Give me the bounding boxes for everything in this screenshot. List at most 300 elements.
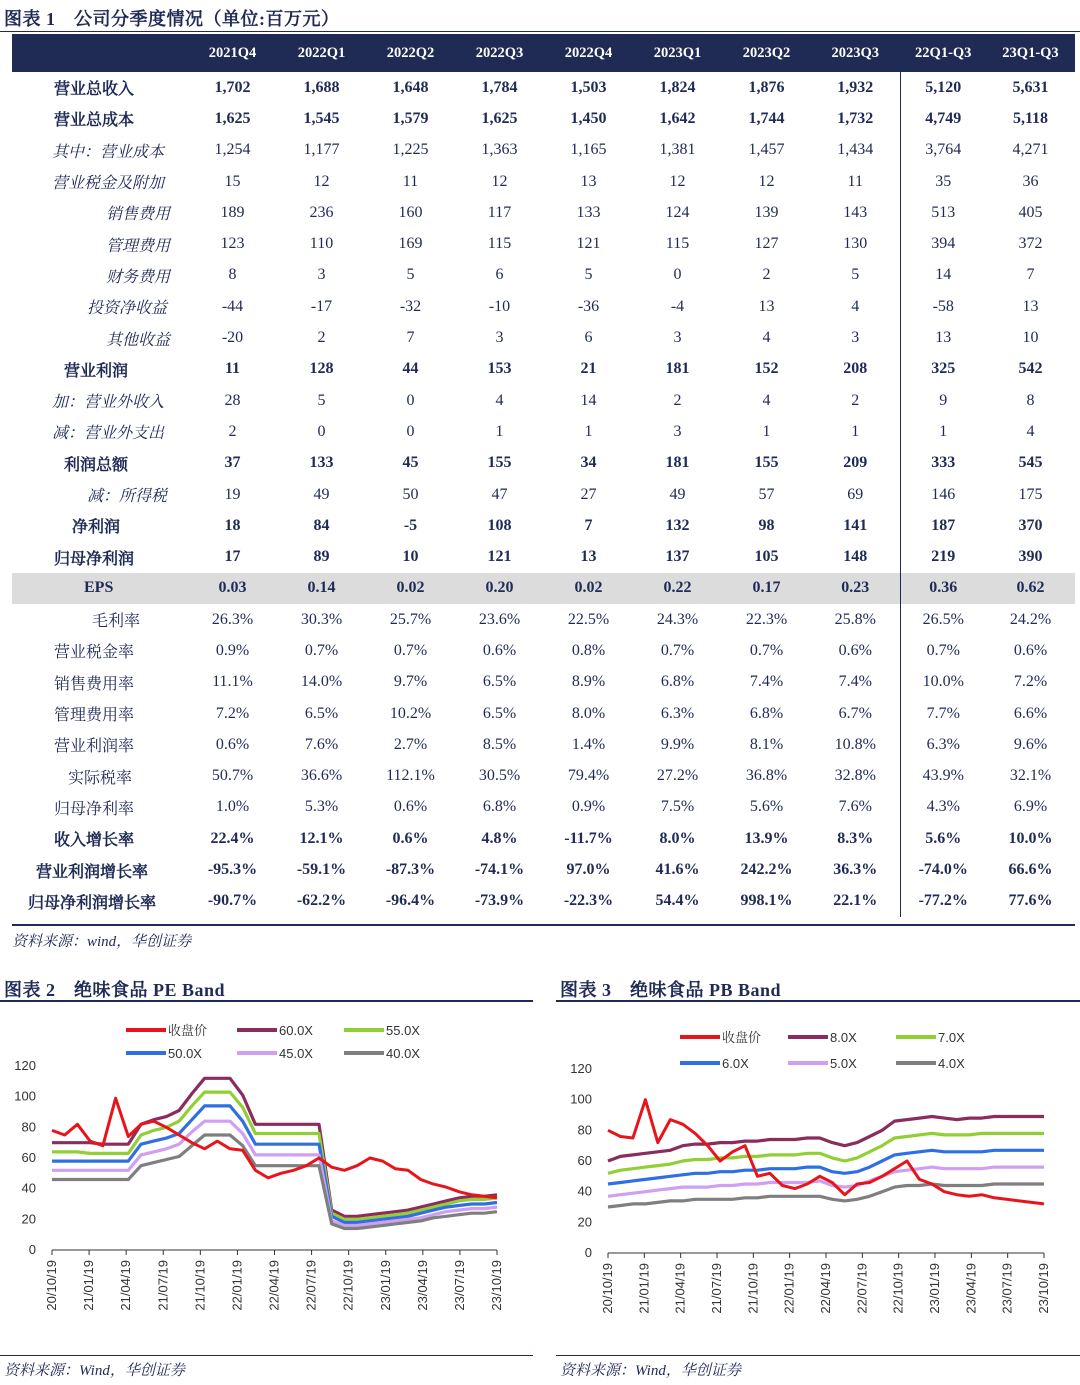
table-row bbox=[12, 322, 1075, 353]
table-cell: -44 bbox=[221, 297, 244, 315]
table-cell: 0.62 bbox=[986, 573, 1075, 604]
row-label: 销售费用 bbox=[106, 206, 171, 224]
table-row bbox=[12, 103, 1075, 134]
table-cell: 0 bbox=[406, 422, 415, 440]
table-cell: 14 bbox=[900, 260, 986, 291]
table-row bbox=[12, 385, 1075, 416]
x-tick-label: 22/07/19 bbox=[854, 1263, 870, 1314]
table-cell: 160 bbox=[398, 203, 423, 221]
table-cell: 189 bbox=[220, 203, 245, 221]
table-cell: 5.6% bbox=[900, 823, 986, 854]
table-cell: 209 bbox=[843, 454, 868, 472]
table-cell: 0.7% bbox=[749, 641, 784, 659]
table-cell: 1,648 bbox=[392, 78, 429, 96]
table-cell: 1,784 bbox=[481, 78, 518, 96]
table-cell: 4.8% bbox=[481, 829, 518, 847]
row-label: 管理费用率 bbox=[54, 707, 135, 725]
table-cell: 6.8% bbox=[749, 704, 784, 722]
table-row bbox=[12, 135, 1075, 166]
table-cell: -36 bbox=[577, 297, 600, 315]
table-cell: 5.6% bbox=[749, 798, 784, 816]
table-cell: 35 bbox=[900, 166, 986, 197]
row-label: 利润总额 bbox=[64, 456, 129, 474]
table-cell: 5 bbox=[584, 266, 593, 284]
header-cell: 2022Q4 bbox=[544, 34, 633, 72]
x-tick-label: 21/01/19 bbox=[636, 1263, 652, 1314]
table-cell: 10.0% bbox=[900, 667, 986, 698]
table-cell: 79.4% bbox=[567, 767, 610, 785]
row-label: EPS bbox=[12, 573, 188, 604]
table-cell: 115 bbox=[665, 235, 690, 253]
table-cell: 0.9% bbox=[215, 641, 250, 659]
table-cell: 4 bbox=[762, 329, 771, 347]
table-cell: 390 bbox=[1018, 548, 1043, 566]
x-tick-label: 23/10/19 bbox=[1036, 1263, 1051, 1314]
table-cell: 5 bbox=[406, 266, 415, 284]
table-cell: -11.7% bbox=[564, 829, 613, 847]
table-cell: -87.3% bbox=[385, 861, 436, 879]
legend-label: 收盘价 bbox=[722, 1030, 762, 1045]
table-cell: 1,744 bbox=[748, 109, 785, 127]
table-cell: 22.5% bbox=[567, 610, 610, 628]
row-label: 投资净收益 bbox=[87, 300, 168, 318]
table-cell: 1,165 bbox=[570, 141, 607, 159]
table-cell: 24.3% bbox=[656, 610, 699, 628]
table-cell: 12 bbox=[669, 172, 686, 190]
table-cell: 1 bbox=[851, 422, 860, 440]
table-cell: 152 bbox=[754, 360, 779, 378]
table-cell: 124 bbox=[665, 203, 690, 221]
table-cell: 123 bbox=[220, 235, 245, 253]
table-cell: 372 bbox=[1018, 235, 1043, 253]
table-cell: 10.8% bbox=[834, 735, 876, 753]
x-tick-label: 23/07/19 bbox=[451, 1260, 467, 1311]
table-cell: 0.7% bbox=[660, 641, 695, 659]
table-cell: 97.0% bbox=[566, 861, 611, 879]
table-cell: 84 bbox=[313, 516, 330, 534]
table-cell: 181 bbox=[665, 454, 690, 472]
table-cell: 0.36 bbox=[900, 573, 986, 604]
table-header-row bbox=[12, 34, 1075, 72]
table-row bbox=[12, 573, 1075, 604]
legend-label: 60.0X bbox=[279, 1023, 313, 1038]
table-cell: 11 bbox=[224, 360, 241, 378]
x-tick-label: 21/07/19 bbox=[155, 1260, 171, 1311]
table-cell: 36.3% bbox=[833, 861, 878, 879]
table-cell: 0.20 bbox=[455, 573, 544, 604]
table-cell: 127 bbox=[754, 235, 779, 253]
row-label: 净利润 bbox=[72, 519, 121, 537]
table-cell: 2 bbox=[762, 266, 771, 284]
table-cell: 5 bbox=[317, 391, 326, 409]
table-cell: 49 bbox=[669, 485, 686, 503]
table-cell: 9.9% bbox=[660, 735, 695, 753]
table-cell: 130 bbox=[843, 235, 868, 253]
table-cell: 0.02 bbox=[366, 573, 455, 604]
x-tick-label: 22/01/19 bbox=[781, 1263, 797, 1314]
table-cell: 1,450 bbox=[570, 109, 607, 127]
table-cell: 9 bbox=[900, 385, 986, 416]
table-cell: 7 bbox=[584, 516, 593, 534]
table-cell: -58 bbox=[900, 291, 986, 322]
table-cell: 1,177 bbox=[303, 141, 340, 159]
table-cell: 1,545 bbox=[303, 109, 340, 127]
table-cell: 8 bbox=[228, 266, 237, 284]
table-cell: 10.2% bbox=[389, 704, 432, 722]
table-cell: 121 bbox=[576, 235, 601, 253]
table-cell: 5,631 bbox=[1012, 78, 1049, 96]
table-cell: 3,764 bbox=[900, 135, 986, 166]
table-source: 资料来源：wind，华创证券 bbox=[12, 934, 192, 950]
row-label: 营业总成本 bbox=[54, 112, 135, 130]
header-cell: 2022Q1 bbox=[277, 34, 366, 72]
table-cell: 5,118 bbox=[1012, 109, 1049, 127]
pe-band-bottom-rule bbox=[0, 1355, 533, 1356]
legend-label: 收盘价 bbox=[168, 1023, 208, 1038]
table-cell: 7.6% bbox=[838, 798, 872, 816]
table-cell: 6.8% bbox=[482, 798, 517, 816]
table-cell: -96.4% bbox=[385, 892, 436, 910]
x-tick-label: 21/01/19 bbox=[81, 1260, 97, 1311]
table-cell: 128 bbox=[309, 360, 334, 378]
legend-label: 6.0X bbox=[722, 1056, 749, 1071]
header-cell: 2021Q4 bbox=[188, 34, 277, 72]
pb-band-title: 图表 3 绝味食品 PB Band bbox=[560, 980, 782, 1000]
table-cell: 6.9% bbox=[1013, 798, 1048, 816]
table-cell: 17 bbox=[224, 548, 241, 566]
table-cell: 8 bbox=[1026, 391, 1035, 409]
table-cell: 1,363 bbox=[481, 141, 518, 159]
table-cell: 22.4% bbox=[210, 829, 255, 847]
table-row bbox=[12, 886, 1075, 917]
table-title-underline bbox=[0, 31, 1080, 32]
table-cell: 1,225 bbox=[392, 141, 429, 159]
y-tick-label: 40 bbox=[577, 1183, 592, 1199]
table-row bbox=[12, 166, 1075, 197]
table-cell: 1.4% bbox=[571, 735, 606, 753]
y-tick-label: 0 bbox=[584, 1245, 592, 1260]
table-cell: 2 bbox=[851, 391, 860, 409]
table-row bbox=[12, 479, 1075, 510]
table-cell: 187 bbox=[900, 510, 986, 541]
table-row bbox=[12, 197, 1075, 228]
pb-band-chart bbox=[556, 1005, 1080, 1355]
x-tick-label: 23/04/19 bbox=[963, 1263, 979, 1314]
row-label: 营业利润率 bbox=[54, 738, 135, 756]
table-cell: 6 bbox=[495, 266, 504, 284]
table-cell: 98 bbox=[758, 516, 775, 534]
table-cell: 27.2% bbox=[656, 767, 699, 785]
x-tick-label: 22/04/19 bbox=[818, 1263, 833, 1314]
table-cell: 50 bbox=[402, 485, 419, 503]
table-cell: 6.5% bbox=[482, 704, 517, 722]
row-label: 减：所得税 bbox=[87, 488, 168, 505]
table-cell: 6.3% bbox=[660, 704, 695, 722]
table-cell: 148 bbox=[843, 548, 868, 566]
table-cell: 13 bbox=[758, 297, 775, 315]
table-cell: 5.3% bbox=[304, 798, 339, 816]
table-cell: -22.3% bbox=[563, 892, 614, 910]
table-cell: 141 bbox=[843, 516, 868, 534]
row-label: 归母净利率 bbox=[54, 800, 135, 818]
table-cell: 8.1% bbox=[749, 735, 784, 753]
table-cell: 137 bbox=[665, 548, 690, 566]
table-cell: 7.4% bbox=[749, 673, 784, 691]
table-cell: 169 bbox=[398, 235, 423, 253]
row-label: 其他收益 bbox=[106, 331, 171, 349]
table-cell: 50.7% bbox=[211, 767, 254, 785]
table-cell: 2 bbox=[673, 391, 682, 409]
table-cell: 155 bbox=[487, 454, 512, 472]
table-row bbox=[12, 354, 1075, 385]
y-tick-label: 80 bbox=[21, 1119, 36, 1135]
x-tick-label: 22/01/19 bbox=[229, 1260, 245, 1311]
table-cell: 1 bbox=[900, 416, 986, 447]
table-cell: 14.0% bbox=[300, 673, 343, 691]
table-cell: 1,254 bbox=[214, 141, 251, 159]
row-label: 收入增长率 bbox=[54, 832, 135, 850]
header-cell: 2022Q2 bbox=[366, 34, 455, 72]
table-cell: 11 bbox=[847, 172, 863, 190]
table-cell: 37 bbox=[224, 454, 241, 472]
x-tick-label: 21/10/19 bbox=[745, 1263, 761, 1314]
pb-band-bottom-rule bbox=[556, 1355, 1080, 1356]
table-row bbox=[12, 228, 1075, 259]
pb-band-title-underline bbox=[556, 1000, 1080, 1002]
table-cell: 143 bbox=[843, 203, 868, 221]
table-row bbox=[12, 698, 1075, 729]
table-cell: 4,271 bbox=[1012, 141, 1049, 159]
table-cell: 0.17 bbox=[722, 573, 811, 604]
table-cell: 333 bbox=[900, 448, 986, 479]
series-line-收盘价 bbox=[52, 1098, 497, 1198]
table-cell: 0.02 bbox=[544, 573, 633, 604]
y-tick-label: 100 bbox=[14, 1088, 36, 1104]
table-cell: 12 bbox=[313, 172, 330, 190]
table-cell: 7.7% bbox=[900, 698, 986, 729]
table-cell: 47 bbox=[491, 485, 508, 503]
table-cell: 175 bbox=[1018, 485, 1043, 503]
table-cell: 117 bbox=[487, 203, 512, 221]
table-cell: 115 bbox=[487, 235, 512, 253]
table-cell: 108 bbox=[487, 516, 512, 534]
legend-label: 7.0X bbox=[938, 1030, 965, 1045]
y-tick-label: 60 bbox=[21, 1150, 36, 1165]
pb-band-source: 资料来源：Wind，华创证券 bbox=[560, 1363, 741, 1379]
table-cell: 405 bbox=[1018, 203, 1043, 221]
table-cell: 6.8% bbox=[660, 673, 695, 691]
table-cell: 236 bbox=[309, 203, 334, 221]
table-cell: 0 bbox=[317, 422, 326, 440]
table-cell: 1 bbox=[495, 422, 504, 440]
table-cell: 0.7% bbox=[900, 635, 986, 666]
table-cell: 13.9% bbox=[744, 829, 789, 847]
table-cell: -5 bbox=[403, 516, 418, 534]
table-cell: 13 bbox=[1022, 297, 1039, 315]
x-tick-label: 21/04/19 bbox=[672, 1263, 688, 1314]
table-cell: 8.0% bbox=[571, 704, 606, 722]
table-cell: 6.7% bbox=[838, 704, 872, 722]
table-cell: 6.3% bbox=[900, 729, 986, 760]
row-label: 财务费用 bbox=[106, 268, 171, 286]
table-cell: 3 bbox=[495, 329, 504, 347]
table-cell: -17 bbox=[310, 297, 333, 315]
table-cell: 28 bbox=[224, 391, 241, 409]
table-cell: 10 bbox=[1022, 329, 1039, 347]
table-cell: 8.5% bbox=[482, 735, 517, 753]
table-cell: 0 bbox=[673, 266, 682, 284]
y-tick-label: 100 bbox=[570, 1091, 592, 1107]
row-label: 销售费用率 bbox=[54, 675, 135, 693]
table-cell: -90.7% bbox=[207, 892, 258, 910]
table-cell: 23.6% bbox=[478, 610, 521, 628]
table-cell: 6.5% bbox=[304, 704, 339, 722]
table-cell: 11 bbox=[402, 172, 419, 190]
table-row bbox=[12, 260, 1075, 291]
table-row bbox=[12, 604, 1075, 635]
header-cell: 23Q1-Q3 bbox=[986, 34, 1075, 72]
table-cell: -77.2% bbox=[900, 886, 986, 917]
header-cell: 2023Q2 bbox=[722, 34, 811, 72]
table-cell: 7.2% bbox=[215, 704, 250, 722]
table-cell: 66.6% bbox=[1008, 861, 1053, 879]
table-cell: 133 bbox=[576, 203, 601, 221]
table-cell: 24.2% bbox=[1009, 610, 1052, 628]
table-cell: 1,434 bbox=[837, 141, 874, 159]
table-title: 图表 1 公司分季度情况（单位:百万元） bbox=[4, 9, 340, 29]
table-cell: -32 bbox=[399, 297, 422, 315]
header-cell: 2023Q1 bbox=[633, 34, 722, 72]
table-cell: 77.6% bbox=[1008, 892, 1053, 910]
table-cell: 1.0% bbox=[215, 798, 250, 816]
table-cell: 54.4% bbox=[655, 892, 700, 910]
table-cell: 9.6% bbox=[1013, 735, 1048, 753]
table-cell: 6.5% bbox=[482, 673, 517, 691]
table-cell: 7 bbox=[406, 329, 415, 347]
table-cell: 4.3% bbox=[900, 792, 986, 823]
table-cell: 45 bbox=[402, 454, 419, 472]
table-cell: 13 bbox=[900, 322, 986, 353]
table-cell: 5 bbox=[851, 266, 860, 284]
y-tick-label: 120 bbox=[14, 1058, 36, 1073]
table-cell: 121 bbox=[487, 548, 512, 566]
table-cell: 4 bbox=[1026, 422, 1035, 440]
table-cell: 21 bbox=[580, 360, 597, 378]
row-label: 实际税率 bbox=[68, 769, 133, 787]
table-row bbox=[12, 448, 1075, 479]
table-cell: 44 bbox=[402, 360, 419, 378]
x-tick-label: 20/10/19 bbox=[44, 1260, 59, 1311]
x-tick-label: 23/01/19 bbox=[927, 1263, 942, 1314]
x-tick-label: 23/04/19 bbox=[414, 1260, 430, 1311]
table-cell: 3 bbox=[673, 422, 682, 440]
table-row bbox=[12, 510, 1075, 541]
table-cell: 1,457 bbox=[748, 141, 785, 159]
table-cell: 146 bbox=[900, 479, 986, 510]
table-cell: 242.2% bbox=[740, 861, 793, 879]
table-cell: 89 bbox=[313, 548, 330, 566]
table-cell: 41.6% bbox=[655, 861, 700, 879]
table-cell: 219 bbox=[900, 541, 986, 572]
table-cell: 36.8% bbox=[745, 767, 788, 785]
table-cell: 34 bbox=[580, 454, 597, 472]
table-cell: 0.6% bbox=[482, 641, 517, 659]
table-cell: 0.7% bbox=[304, 641, 339, 659]
table-cell: 133 bbox=[309, 454, 334, 472]
table-cell: 7.4% bbox=[838, 673, 872, 691]
row-label: 毛利率 bbox=[92, 613, 141, 631]
table-cell: 27 bbox=[580, 485, 597, 503]
table-cell: 8.3% bbox=[837, 829, 874, 847]
table-cell: 1,381 bbox=[659, 141, 696, 159]
pe-band-chart bbox=[0, 1005, 533, 1355]
table-cell: -74.0% bbox=[900, 854, 986, 885]
table-cell: -59.1% bbox=[296, 861, 347, 879]
table-row bbox=[12, 729, 1075, 760]
table-cell: 32.8% bbox=[834, 767, 876, 785]
table-cell: 545 bbox=[1018, 454, 1043, 472]
table-cell: 25.8% bbox=[834, 610, 876, 628]
table-row bbox=[12, 291, 1075, 322]
x-tick-label: 21/10/19 bbox=[192, 1260, 208, 1311]
table-cell: 11.1% bbox=[212, 673, 253, 691]
table-cell: -10 bbox=[488, 297, 511, 315]
table-cell: 14 bbox=[580, 391, 597, 409]
table-cell: 7.6% bbox=[304, 735, 339, 753]
table-row bbox=[12, 416, 1075, 447]
x-tick-label: 23/07/19 bbox=[999, 1263, 1015, 1314]
table-cell: 1,732 bbox=[837, 109, 874, 127]
table-cell: -74.1% bbox=[474, 861, 525, 879]
table-cell: 12 bbox=[758, 172, 775, 190]
table-cell: 36.6% bbox=[300, 767, 343, 785]
row-label: 营业税金及附加 bbox=[52, 175, 165, 193]
row-label: 加：营业外收入 bbox=[52, 394, 165, 412]
table-cell: -62.2% bbox=[296, 892, 347, 910]
table-cell: 7.2% bbox=[1013, 673, 1048, 691]
table-cell: 25.7% bbox=[389, 610, 432, 628]
table-cell: 181 bbox=[665, 360, 690, 378]
table-cell: -95.3% bbox=[207, 861, 258, 879]
table-cell: 1,876 bbox=[748, 78, 785, 96]
table-cell: 325 bbox=[900, 354, 986, 385]
series-line-60.0X bbox=[52, 1078, 497, 1216]
table-cell: 105 bbox=[754, 548, 779, 566]
table-cell: 26.3% bbox=[211, 610, 254, 628]
table-cell: 5,120 bbox=[900, 72, 986, 103]
legend-label: 8.0X bbox=[830, 1030, 857, 1045]
table-cell: 30.5% bbox=[478, 767, 521, 785]
table-cell: 2 bbox=[317, 329, 326, 347]
table-row bbox=[12, 72, 1075, 103]
table-cell: 4 bbox=[851, 297, 860, 315]
table-cell: 1 bbox=[762, 422, 771, 440]
y-tick-label: 0 bbox=[28, 1242, 36, 1257]
table-cell: 26.5% bbox=[900, 604, 986, 635]
table-cell: 13 bbox=[580, 172, 597, 190]
y-tick-label: 60 bbox=[577, 1153, 592, 1168]
table-cell: 112.1% bbox=[386, 767, 435, 785]
table-cell: 4 bbox=[495, 391, 504, 409]
table-cell: 22.1% bbox=[833, 892, 878, 910]
table-cell: 1,625 bbox=[481, 109, 518, 127]
table-cell: 1,702 bbox=[214, 78, 251, 96]
table-cell: 43.9% bbox=[900, 761, 986, 792]
table-cell: 1,503 bbox=[570, 78, 607, 96]
y-tick-label: 120 bbox=[570, 1061, 592, 1076]
table-cell: 132 bbox=[665, 516, 690, 534]
table-cell: 7.5% bbox=[660, 798, 695, 816]
